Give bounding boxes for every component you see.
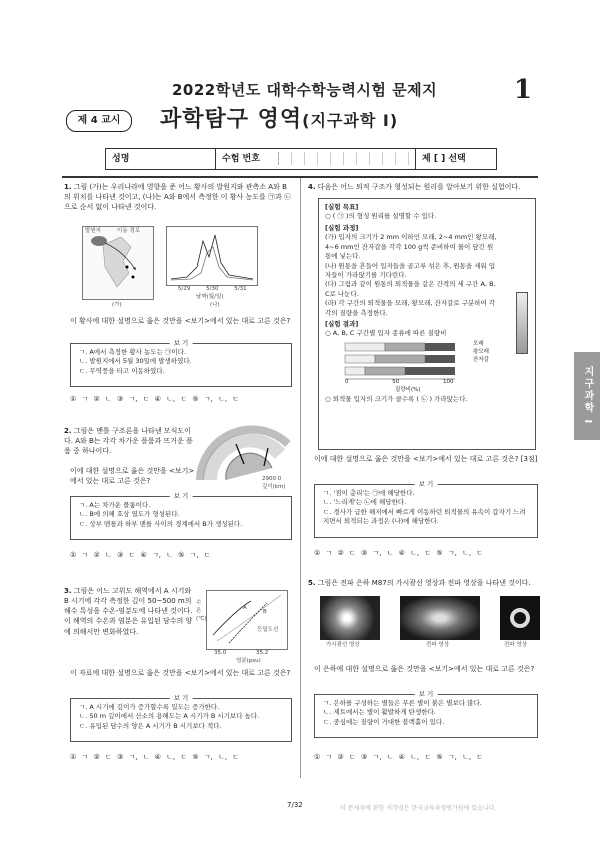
q1-path-label: 이동 경로 [117,228,141,234]
q5-img-label: 전파 영상 [504,642,528,648]
q1-bogi-box [70,339,292,387]
q3-text: 그림은 어느 고위도 해역에서 A 시기와 B 시기에 각각 측정한 깊이 50~500 m의 해수 특성을 수온-염분도에 나타낸 것이다. 이 해역의 수온과 염분은 유입된 담수의 양에 의해서만 변화하였다. [64,587,193,636]
q4-item: ㄷ. 경사가 급한 해저에서 빠르게 이동하던 퇴적물의 유속이 갑자기 느려지면서 퇴적되는 과정은 (나)에 해당한다. [323,507,526,526]
q4-legend-item: 왕모래 [473,348,489,355]
question-1 [64,182,292,212]
q3-item: ㄷ. 유입된 담수의 양은 A 시기가 B 시기보다 적다. [79,721,222,730]
subject-main: 과학탐구 영역 [160,107,303,132]
q4-proc-list [325,233,497,318]
column-divider [300,178,301,778]
q1-fig-a-label: (가) [112,302,122,308]
q5-img-label: 가시광선 영상 [326,642,360,648]
select-label: 제 [ ] 선택 [422,154,466,164]
q4-item: ㄴ. '느리게'는 ㉡에 해당한다. [323,498,407,507]
q1-item: ㄴ. 발원지에서 5월 30일에 발생하였다. [79,357,192,366]
q4-conclusion: ○ 퇴적물 입자의 크기가 클수록 ( ㉡ ) 가라앉는다. [325,394,468,403]
q5-bogi-box [314,690,538,738]
q5-number: 5. [308,579,316,587]
q1-x-tick: 5/31 [234,286,247,292]
q2-mantle-svg [196,424,292,482]
q1-x-tick: 5/30 [206,286,219,292]
subject-side-tab: 지구과학 I [574,352,600,440]
footer-total: 32 [293,801,303,809]
q1-text: 그림 (가)는 우리나라에 영향을 준 어느 황사의 발원지와 관측소 A와 B의 위치를 나타낸 것이고, (나)는 A와 B에서 측정한 이 황사 농도를 ㉠과 ㉡으로 순서 없이 나타낸 것이다. [64,183,292,212]
q4-proc-title: [실험 과정] [325,223,359,232]
q5-question: 이 은하에 대한 설명으로 옳은 것만을 <보기>에서 있는 대로 고른 것은? [314,665,535,673]
q4-bar-tick: 50 [392,378,400,385]
q3-isopycnal-label: 등밀도선 [257,627,279,633]
question-5 [308,578,538,588]
q2-bogi-box [70,492,292,540]
q4-bar-chart [325,339,529,395]
q4-proc-step: (라) 각 구간의 퇴적물을 모래, 왕모래, 잔자갈로 구분하여 각각의 질량을 측정한다. [325,299,496,317]
q5-item: ㄴ. 제트에서는 별이 활발하게 탄생한다. [323,708,436,717]
q1-fig-b-label: (나) [210,302,220,308]
subject-sub: (지구과학 I) [302,111,399,130]
q2-number: 2. [64,427,72,435]
q5-item: ㄱ. 은하를 구성하는 별들은 푸른 별이 붉은 별보다 많다. [323,699,482,707]
q5-radio-image [400,596,480,640]
q4-text: 다음은 어느 퇴적 구조가 형성되는 원리를 알아보기 위한 실험이다. [317,183,521,191]
q5-text: 그림은 전파 은하 M87의 가시광선 영상과 전파 영상을 나타낸 것이다. [317,579,531,587]
q4-experiment-box [318,198,536,450]
page-number: 1 [513,75,532,105]
q4-bar-xlabel: 질량비(%) [395,386,421,393]
q4-bogi-box [314,480,538,538]
q1-graph-figure [166,226,258,286]
question-2 [64,426,194,456]
footer-page-indicator: 7/32 [287,801,303,809]
question-4 [308,182,538,192]
q1-map-figure [82,226,154,300]
q2-bogi-title: 보 기 [170,492,193,501]
q1-x-ticks [178,286,268,294]
q4-number: 4. [308,183,316,191]
q1-src-label: 발원지 [85,228,101,234]
q5-bogi-title: 보 기 [415,690,438,699]
q5-ring [510,608,530,628]
q1-choices[interactable]: ① ㄱ ② ㄴ ③ ㄱ, ㄷ ④ ㄴ, ㄷ ⑤ ㄱ, ㄴ, ㄷ [70,395,240,403]
q4-proc-step: (나) 원통을 흔들어 입자들을 골고루 섞은 후, 원통을 세워 입자들이 가라앉기를 기다린다. [325,261,496,279]
q2-question: 이에 대한 설명으로 옳은 것만을 <보기>에서 있는 대로 고른 것은? [70,467,195,486]
name-field[interactable] [106,149,216,169]
question-3 [64,586,196,637]
q4-choices[interactable]: ① ㄱ ② ㄷ ③ ㄱ, ㄴ ④ ㄴ, ㄷ ⑤ ㄱ, ㄴ, ㄷ [314,549,484,557]
q4-goal-title: [실험 목표] [325,203,359,211]
q2-choices[interactable]: ① ㄱ ② ㄴ ③ ㄷ ④ ㄱ, ㄴ ⑤ ㄱ, ㄷ [70,551,211,559]
session-badge: 제 4 교시 [66,110,132,132]
q2-mantle-figure [196,424,292,482]
q4-item: ㄱ. '점이 층리'는 ㉠에 해당한다. [323,489,415,497]
q3-xlabel: 염분(psu) [236,658,261,664]
q4-legend-item: 모래 [473,340,484,347]
q4-result: ○ A, B, C 구간별 입자 종류에 따른 질량비 [325,329,447,338]
name-label: 성명 [112,154,130,164]
q4-proc-step: (다) 그림과 같이 원통의 퇴적물을 같은 간격의 세 구간 A, B, C로 나눈다. [325,280,496,298]
q3-ts-svg [207,591,287,649]
id-field[interactable] [216,149,416,169]
q3-item: ㄱ. A 시기에 깊이가 증가할수록 밀도는 증가한다. [79,703,220,711]
q1-item: ㄷ. 무역풍을 타고 이동하였다. [79,366,165,375]
q3-x-tick: 35.0 [214,650,227,656]
q5-visible-image [320,596,380,640]
q5-radio-closeup [500,596,540,640]
q4-question: 이에 대한 설명으로 옳은 것만을 <보기>에서 있는 대로 고른 것은? [3점] [314,455,538,463]
footer-copyright: 이 문제지에 관한 저작권은 한국교육과정평가원에 있습니다. [340,805,497,812]
q3-number: 3. [64,587,72,595]
q2-unit: 깊이(km) [262,484,286,490]
q3-b-label: B [263,609,267,615]
q5-item: ㄷ. 중심에는 질량이 거대한 블랙홀이 있다. [323,717,445,726]
q3-ylabel: 수온(℃) [196,600,207,622]
q4-bar-tick: 100 [443,378,454,385]
q2-item: ㄴ. B에 의해 호상 열도가 형성된다. [79,510,180,519]
q1-x-tick: 5/29 [178,286,191,292]
q4-legend-item: 잔자갈 [473,356,489,363]
q1-x-title: 날짜(월/일) [196,294,224,300]
q4-bogi-title: 보 기 [415,480,438,489]
q1-bogi-title: 보 기 [170,339,193,348]
q4-bar-ticks [345,379,454,387]
q1-number: 1. [64,183,72,191]
exam-title: 2022학년도 대학수학능력시험 문제지 [172,81,438,99]
q4-proc-step: (가) 입자의 크기가 2 mm 이하인 모래, 2~4 mm인 왕모래, 4~6 mm인 잔자갈을 각각 100 g씩 준비하여 물이 담긴 원통에 넣는다. [325,233,497,261]
q5-img-label: 전파 영상 [426,642,450,648]
subject-title [160,104,398,136]
q4-bar-tick: 0 [345,378,349,385]
q3-bogi-box [70,694,292,742]
q1-question: 이 황사에 대한 설명으로 옳은 것만을 <보기>에서 있는 대로 고른 것은? [70,317,291,325]
q4-goal: ○ ( ㉠ )의 형성 원리를 설명할 수 있다. [325,212,437,221]
q3-choices[interactable]: ① ㄱ ② ㄷ ③ ㄱ, ㄴ ④ ㄴ, ㄷ ⑤ ㄱ, ㄴ, ㄷ [70,753,240,761]
q4-result-title: [실험 결과] [325,320,359,329]
q3-question: 이 자료에 대한 설명으로 옳은 것만을 <보기>에서 있는 대로 고른 것은? [70,669,291,677]
q5-choices[interactable]: ① ㄱ ② ㄷ ③ ㄱ, ㄴ ④ ㄴ, ㄷ ⑤ ㄱ, ㄴ, ㄷ [314,753,484,761]
q1-item: ㄱ. A에서 측정한 황사 농도는 ㉠이다. [79,348,187,356]
id-boxes [278,152,409,165]
q2-scale: 2900 0 [262,476,282,482]
id-label: 수험 번호 [222,154,260,164]
q2-text: 그림은 맨틀 구조론을 나타낸 모식도이다. A와 B는 각각 차가운 플룸과 뜨거운 플룸 중 하나이다. [64,427,193,456]
q3-x-ticks [214,650,268,658]
q4-legend [473,341,489,365]
q3-item: ㄴ. 50 m 깊이에서 산소의 용해도는 A 시기가 B 시기보다 높다. [79,712,260,721]
q1-graph-svg [167,227,257,285]
q4-cylinder [516,292,528,354]
q3-a-label: A [243,605,247,611]
footer-page: 7 [287,801,292,809]
select-field[interactable] [416,149,496,169]
q3-x-tick: 35.2 [256,650,269,656]
q2-item: ㄱ. A는 차가운 플룸이다. [79,501,151,509]
q3-ts-figure [206,590,288,650]
info-bar [105,148,497,170]
q2-item: ㄷ. 상부 맨틀과 하부 맨틀 사이의 경계에서 B가 생성된다. [79,519,243,528]
q1-map-svg [83,227,153,299]
q3-bogi-title: 보 기 [170,694,193,703]
